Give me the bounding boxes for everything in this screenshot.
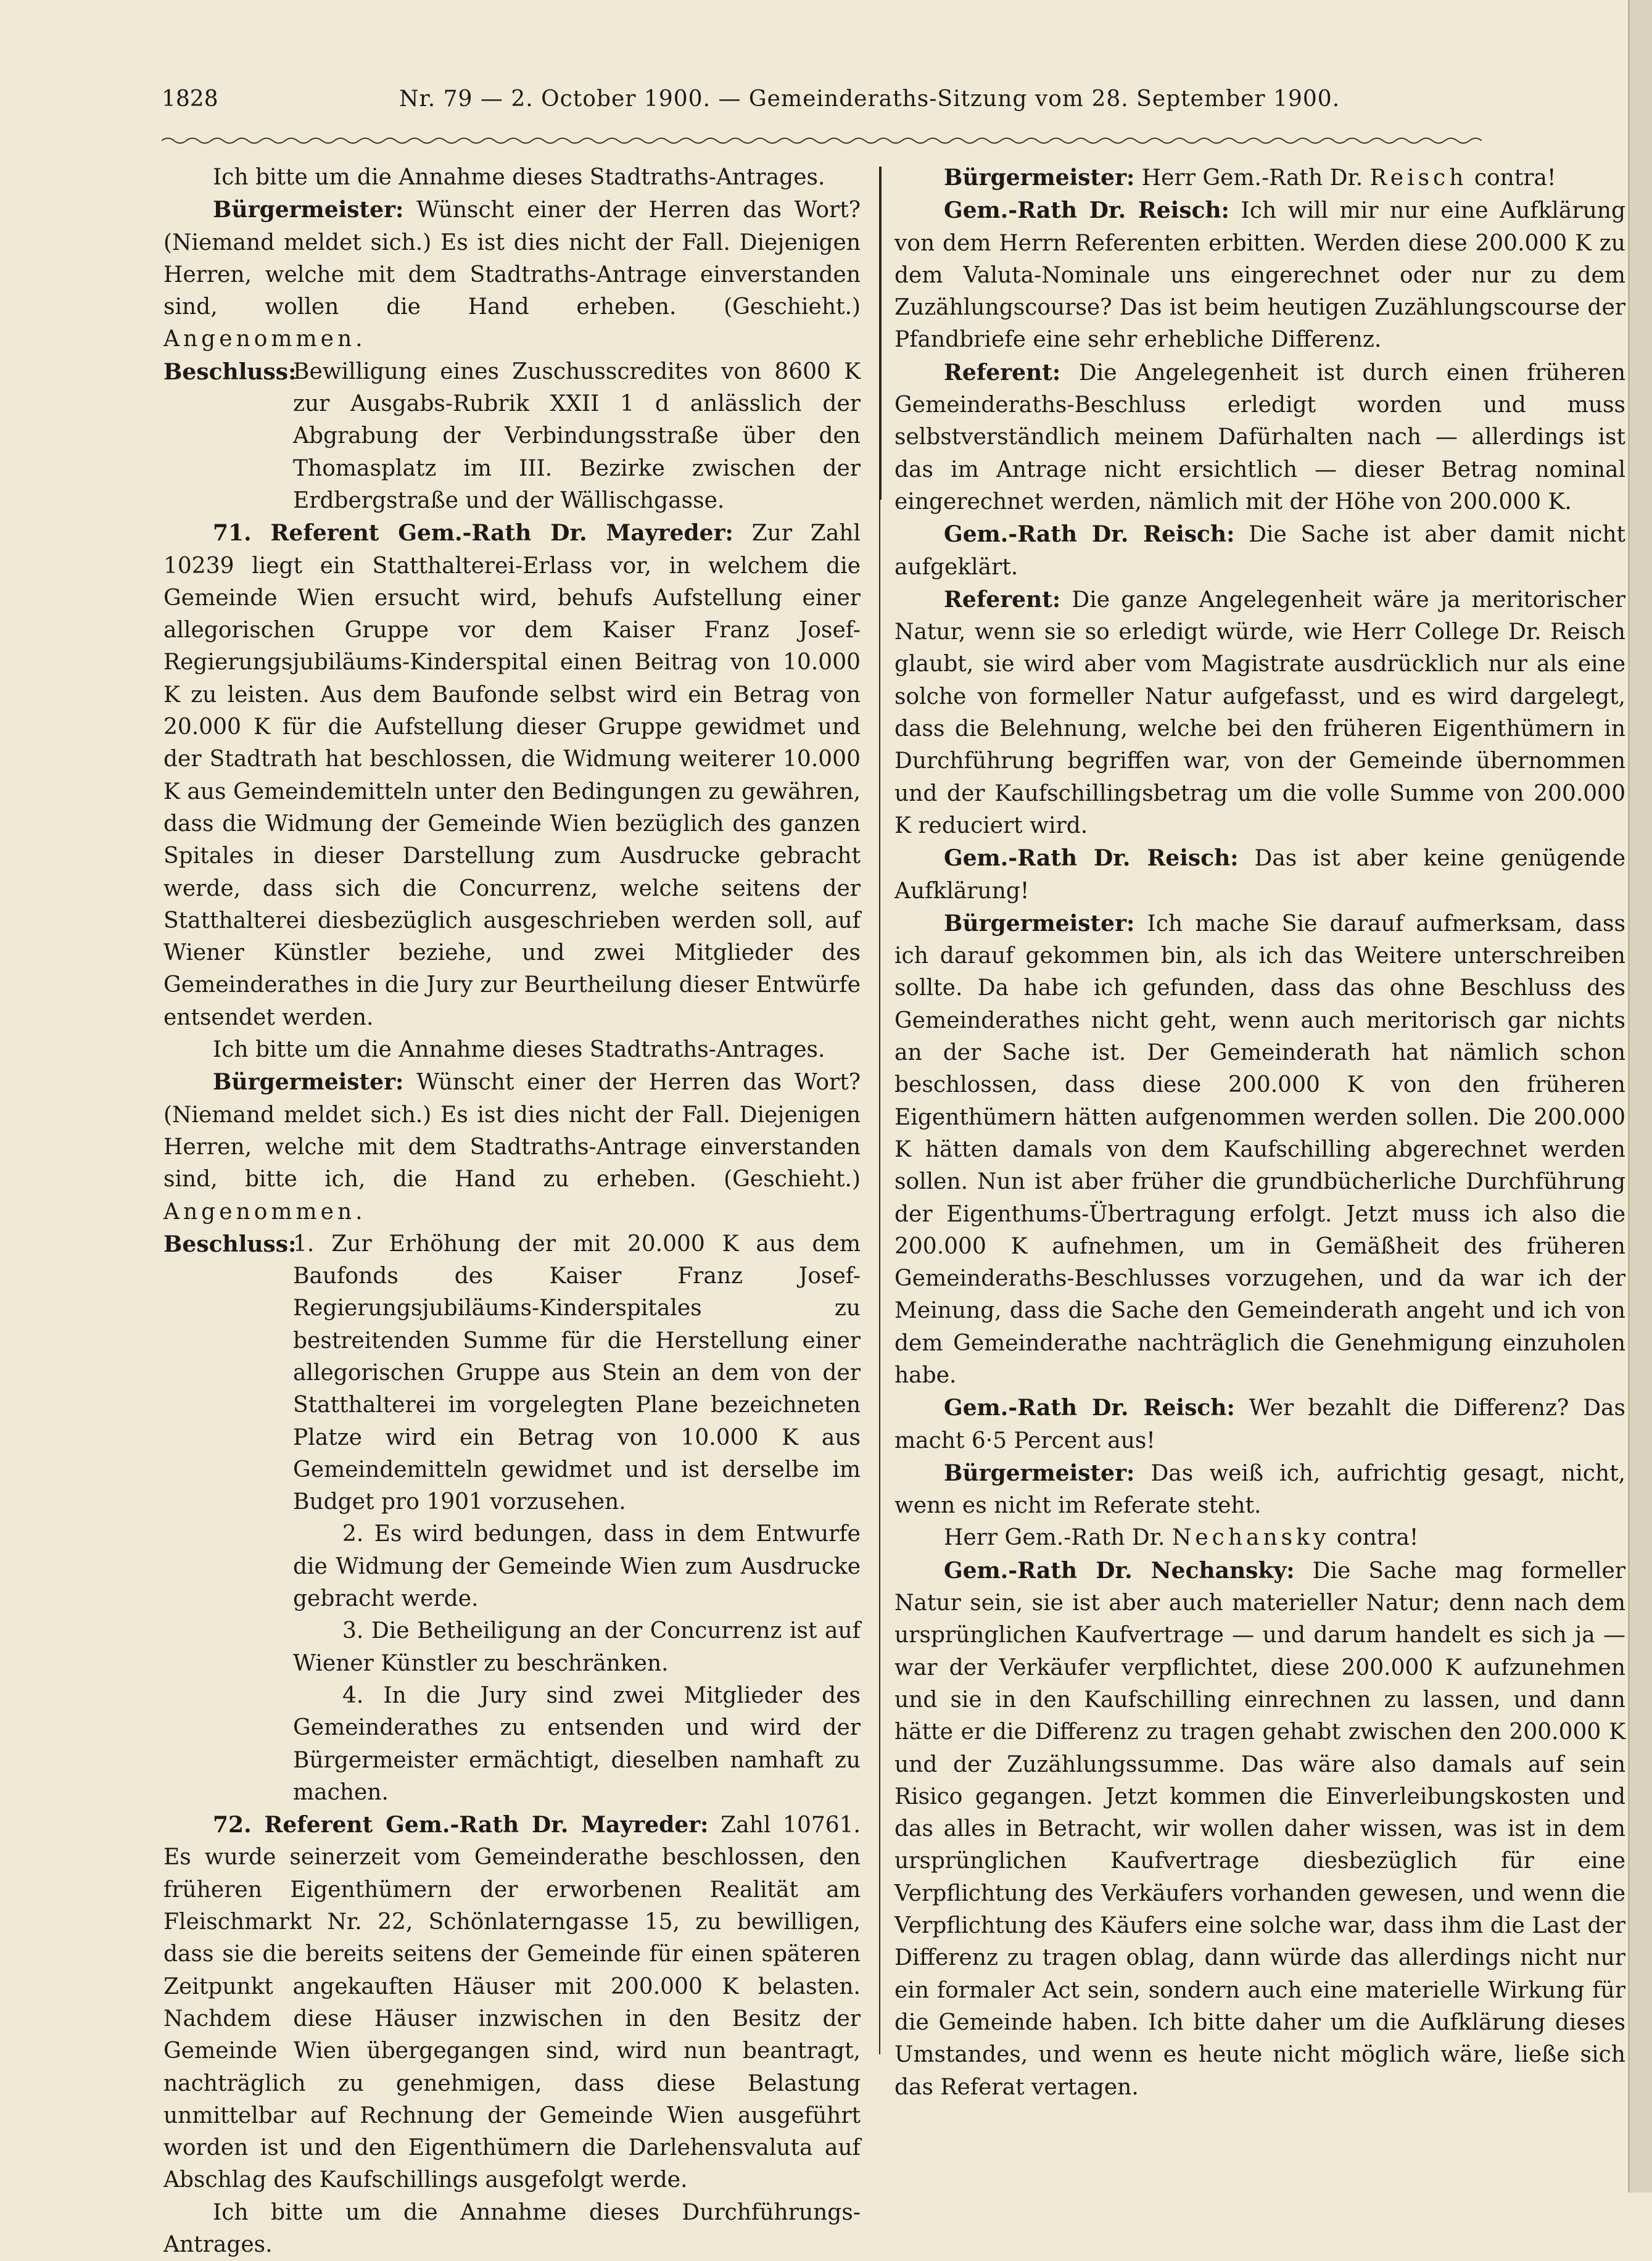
paragraph: Bürgermeister: Herr Gem.-Rath Dr. Reisch contra! xyxy=(944,165,1556,191)
resolution-label: Beschluss: xyxy=(163,1231,297,1257)
paragraph: Ich bitte um die Annahme dieses Stadtraths-Antrages. xyxy=(213,165,825,190)
column-divider-heavy xyxy=(879,167,882,500)
speaker-label: Gem.-Rath Dr. Reisch: xyxy=(944,197,1229,224)
speaker-label: Bürgermeister: xyxy=(944,1460,1135,1486)
page-header xyxy=(162,86,1457,123)
header-wavy-rule xyxy=(162,134,1482,149)
paragraph: Ich bitte um die Annahme dieses Durchführungs-Antrages. xyxy=(163,2199,861,2257)
speaker-label: Gem.-Rath Dr. Reisch: xyxy=(944,1395,1235,1421)
resolution-item: 2. Es wird bedungen, dass in dem Entwurfe die Widmung der Gemeinde Wien zum Ausdrucke gebracht werde. xyxy=(293,1521,861,1612)
speaker-label: 72. Referent Gem.-Rath Dr. Mayreder: xyxy=(213,1812,709,1838)
resolution-item: 3. Die Betheiligung an der Concurrenz ist auf Wiener Künstler zu beschränken. xyxy=(293,1618,861,1676)
paragraph: Bürgermeister: Ich mache Sie darauf aufmerksam, dass ich darauf gekommen bin, als ich das Weitere unterschreiben sollte. Da habe ich gefunden, dass das ohne Beschluss des Gemeinderathes nicht geht, wenn auch meritorisch gar nichts an der Sache ist. Der Gemeinderath hat nämlich schon beschlossen, dass diese 200.000 K von den früheren Eigenthümern hätten aufgenommen werden sollen. Die 200.000 K hätten damals von dem Kaufschilling abgerechnet werden sollen. Nun ist aber früher die grundbücherliche Durchführung der Eigenthums-Übertragung erfolgt. Jetzt muss ich also die 200.000 K aufnehmen, um in Gemäßheit des früheren Gemeinderaths-Beschlusses vorzugehen, und da war ich der Meinung, dass die Sache den Gemeinderath angeht und ich von dem Gemeinderathe nachträglich die Genehmigung einzuholen habe. xyxy=(894,910,1625,1388)
paragraph: Bürgermeister: Wünscht einer der Herren das Wort? (Niemand meldet sich.) Es ist dies nicht der Fall. Diejenigen Herren, welche mit dem Stadtraths-Antrage einverstanden sind, wollen die Hand erheben. (Geschieht.) Angenommen. xyxy=(163,197,861,352)
paragraph: 71. Referent Gem.-Rath Dr. Mayreder: Zur Zahl 10239 liegt ein Statthalterei-Erlass vor, in welchem die Gemeinde Wien ersucht wird, behufs Aufstellung einer allegorischen Gruppe vor dem Kaiser Franz Josef-Regierungsjubiläums-Kinderspital einen Beitrag von 10.000 K zu leisten. Aus dem Baufonde selbst wird ein Betrag von 20.000 K für die Aufstellung dieser Gruppe gewidmet und der Stadtrath hat beschlossen, die Widmung weiterer 10.000 K aus Gemeindemitteln unter den Bedingungen zu gewähren, dass die Widmung der Gemeinde Wien bezüglich des ganzen Spitales in dieser Darstellung zum Ausdrucke gebracht werde, dass sich die Concurrenz, welche seitens der Statthalterei diesbezüglich ausgeschrieben werden soll, auf Wiener Künstler beziehe, und zwei Mitglieder des Gemeinderathes in die Jury zur Beurtheilung dieser Entwürfe entsendet werden. xyxy=(163,520,861,1030)
paragraph: Gem.-Rath Dr. Reisch: Ich will mir nur eine Aufklärung von dem Herrn Referenten erbitten. Werden diese 200.000 K zu dem Valuta-Nominale uns eingerechnet oder nur zu dem Zuzählungscourse? Das ist beim heutigen Zuzählungscourse der Pfandbriefe eine sehr erhebliche Differenz. xyxy=(894,197,1626,353)
paragraph: Gem.-Rath Dr. Nechansky: Die Sache mag formeller Natur sein, sie ist aber auch materieller Natur; denn nach dem ursprünglichen Kaufvertrage — und darum handelt es sich ja — war der Verkäufer verpflichtet, diese 200.000 K aufzunehmen und sie in den Kaufschilling einrechnen zu lassen, und dann hätte er die Differenz zu tragen gehabt zwischen den 200.000 K und der Zuzählungssumme. Das wäre also damals auf sein Risico gegangen. Jetzt kommen die Einverleibungskosten und das alles in Betracht, wir wollen daher wissen, was ist in dem ursprünglichen Kaufvertrage diesbezüglich für eine Verpflichtung des Verkäufers vorhanden gewesen, und wenn die Verpflichtung des Käufers eine solche war, dass ihm die Last der Differenz zu tragen oblag, dann würde das allerdings nicht nur ein formaler Act sein, sondern auch eine materielle Wirkung für die Gemeinde haben. Ich bitte daher um die Aufklärung dieses Umstandes, und wenn es heute nicht möglich wäre, ließe sich das Referat vertagen. xyxy=(894,1557,1625,2100)
paragraph: Gem.-Rath Dr. Reisch: Die Sache ist aber damit nicht aufgeklärt. xyxy=(894,521,1626,580)
speaker-label: Bürgermeister: xyxy=(213,197,404,223)
speaker-label: Gem.-Rath Dr. Reisch: xyxy=(944,521,1235,548)
paragraph: Gem.-Rath Dr. Reisch: Das ist aber keine genügende Aufklärung! xyxy=(894,845,1625,904)
resolution-item: 4. In die Jury sind zwei Mitglieder des Gemeinderathes zu entsenden und wird der Bürgermeister ermächtigt, dieselben namhaft zu machen. xyxy=(293,1682,861,1805)
paragraph: Gem.-Rath Dr. Reisch: Wer bezahlt die Differenz? Das macht 6·5 Percent aus! xyxy=(894,1395,1625,1453)
speaker-label: Gem.-Rath Dr. Nechansky: xyxy=(944,1557,1295,1584)
paragraph: 72. Referent Gem.-Rath Dr. Mayreder: Zahl 10761. Es wurde seinerzeit vom Gemeinderathe beschlossen, den früheren Eigenthümern der erworbenen Realität am Fleischmarkt Nr. 22, Schönlaterngasse 15, zu bewilligen, dass sie die bereits seitens der Gemeinde für einen späteren Zeitpunkt angekauften Häuser mit 200.000 K belasten. Nachdem diese Häuser inzwischen in den Besitz der Gemeinde Wien übergegangen sind, wird nun beantragt, nachträglich zu genehmigen, dass diese Belastung unmittelbar auf Rechnung der Gemeinde Wien ausgeführt worden ist und den Eigenthümern die Darlehensvaluta auf Abschlag des Kaufschillings ausgefolgt werde. xyxy=(163,1812,861,2193)
speaker-label: Referent: xyxy=(944,586,1061,613)
resolution-label: Beschluss: xyxy=(163,358,297,385)
right-column xyxy=(894,162,1625,2104)
paragraph: Referent: Die ganze Angelegenheit wäre ja meritorischer Natur, wenn sie so erledigt würde, wie Herr College Dr. Reisch glaubt, sie wird aber vom Magistrate ausdrücklich nur als eine solche von formeller Natur aufgefasst, und es wird dargelegt, dass die Belehnung, welche bei den früheren Eigenthümern in Durchführung begriffen war, von der Gemeinde übernommen und der Kaufschillingsbetrag um die volle Summe von 200.000 K reduciert wird. xyxy=(894,586,1625,838)
paragraph: Bürgermeister: Wünscht einer der Herren das Wort? (Niemand meldet sich.) Es ist dies nicht der Fall. Diejenigen Herren, welche mit dem Stadtraths-Antrage einverstanden sind, bitte ich, die Hand zu erheben. (Geschieht.) Angenommen. xyxy=(163,1069,861,1225)
resolution-paragraph: Beschluss: Bewilligung eines Zuschusscredites von 8600 K zur Ausgabs-Rubrik XXII 1 d anlässlich der Abgrabung der Verbindungsstraße über den Thomasplatz im III. Bezirke zwischen der Erdbergstraße und der Wällischgasse. xyxy=(163,356,861,517)
speaker-label: Bürgermeister: xyxy=(944,910,1135,936)
paragraph: Herr Gem.-Rath Dr. Nechansky contra! xyxy=(944,1525,1419,1551)
resolution-paragraph: Beschluss: 1. Zur Erhöhung der mit 20.000 K aus dem Baufonds des Kaiser Franz Josef-Regierungsjubiläums-Kinderspitales zu bestreitenden Summe für die Herstellung einer allegorischen Gruppe aus Stein an dem von der Statthalterei im vorgelegten Plane bezeichneten Platze wird ein Betrag von 10.000 K aus Gemeindemitteln gewidmet und ist derselbe im Budget pro 1901 vorzusehen. xyxy=(163,1228,861,1519)
paragraph: Referent: Die Angelegenheit ist durch einen früheren Gemeinderaths-Beschluss erledigt worden und muss selbstverständlich meinem Dafürhalten nach — allerdings ist das im Antrage nicht ersichtlich — dieser Betrag nominal eingerechnet werden, nämlich mit der Höhe von 200.000 K. xyxy=(894,359,1625,515)
page-number: 1828 xyxy=(162,86,218,112)
speaker-label: Referent: xyxy=(944,359,1061,386)
page-edge xyxy=(1630,0,1652,2193)
speaker-label: Gem.-Rath Dr. Reisch: xyxy=(944,845,1239,872)
speaker-label: 71. Referent Gem.-Rath Dr. Mayreder: xyxy=(213,520,733,547)
speaker-label: Bürgermeister: xyxy=(213,1069,404,1096)
left-column xyxy=(163,162,861,2261)
speaker-label: Bürgermeister: xyxy=(944,165,1135,191)
paragraph: Bürgermeister: Das weiß ich, aufrichtig gesagt, nicht, wenn es nicht im Referate steht. xyxy=(894,1460,1625,1519)
header-title: Nr. 79 — 2. October 1900. — Gemeinderaths-Sitzung vom 28. September 1900. xyxy=(399,86,1340,112)
paragraph: Ich bitte um die Annahme dieses Stadtraths-Antrages. xyxy=(213,1037,825,1063)
